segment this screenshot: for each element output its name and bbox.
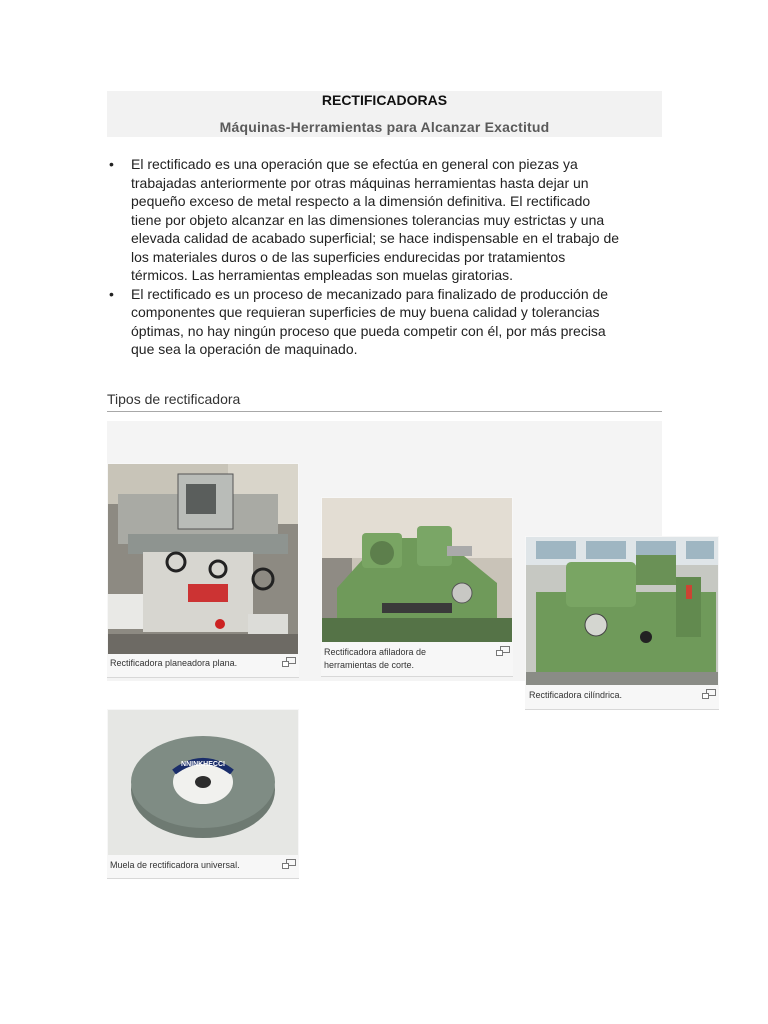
bullet-line: los materiales duros o de las superficies endurecidas por tratamientos — [131, 248, 566, 265]
gallery-caption: Rectificadora planeadora plana. — [110, 658, 238, 668]
gallery-item-surface-grinder[interactable] — [107, 463, 299, 678]
bullet-dot: • — [109, 285, 114, 302]
page-subtitle: Máquinas-Herramientas para Alcanzar Exactitud — [219, 119, 550, 135]
surface-grinder-image[interactable] — [108, 464, 298, 654]
enlarge-icon[interactable] — [702, 689, 716, 699]
section-title: Tipos de rectificadora — [107, 391, 241, 407]
gallery-item-tool-grinder[interactable] — [321, 497, 513, 677]
enlarge-icon[interactable] — [282, 657, 296, 667]
bullet-line: elevada calidad de acabado superficial; se hace indispensable en el trabajo de — [131, 230, 620, 246]
gallery-caption: Rectificadora cilíndrica. — [529, 690, 623, 700]
gallery-item-cylindrical-grinder[interactable] — [525, 536, 719, 710]
bullet-line: tiene por objeto alcanzar en las dimensiones tolerancias muy estrictas y una — [131, 211, 605, 228]
grinding-wheel-image[interactable] — [108, 710, 298, 855]
bullet-dot: • — [109, 156, 114, 172]
bullet-line: óptimas, no hay ningún proceso que pueda competir con él, por más precisa — [131, 322, 606, 339]
bullet-line: que sea la operación de maquinado. — [131, 341, 358, 357]
tool-grinder-image[interactable] — [322, 498, 512, 642]
cylindrical-grinder-image[interactable] — [526, 537, 718, 685]
page-title: RECTIFICADORAS — [321, 92, 448, 108]
bullet-list — [107, 155, 667, 359]
bullet-item-2 — [107, 285, 667, 359]
section-divider — [107, 411, 662, 412]
enlarge-icon[interactable] — [282, 859, 296, 869]
bullet-line: El rectificado es una operación que se efectúa en general con piezas ya — [131, 156, 578, 172]
wheel-label: NNINKHECCI — [181, 761, 225, 768]
bullet-line: térmicos. Las herramientas empleadas son muelas giratorias. — [131, 267, 514, 283]
bullet-line: pequeño exceso de metal respecto a la dimensión definitiva. El rectificado — [131, 193, 591, 209]
gallery-caption: Muela de rectificadora universal. — [110, 860, 240, 870]
bullet-line: componentes que requieran superficies de muy buena calidad y tolerancias — [131, 304, 600, 320]
bullet-line: El rectificado es un proceso de mecanizado para finalizado de producción de — [131, 285, 609, 302]
gallery-caption: Rectificadora afiladora de herramientas de corte. — [324, 647, 427, 670]
enlarge-icon[interactable] — [496, 646, 510, 656]
bullet-item-1 — [107, 155, 667, 285]
bullet-line: trabajadas anteriormente por otras máquinas herramientas hasta dejar un — [131, 174, 589, 191]
gallery-item-grinding-wheel[interactable] — [107, 709, 299, 879]
